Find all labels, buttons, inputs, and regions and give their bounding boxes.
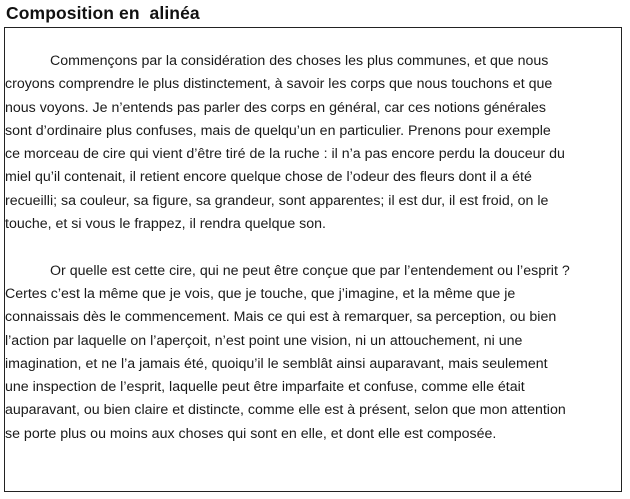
paragraph-line: auparavant, ou bien claire et distincte, comme elle est à présent, selon que mon attention xyxy=(5,402,566,419)
document-title: Composition en alinéa xyxy=(6,3,200,23)
paragraph-line: l’action par laquelle on l’aperçoit, n’est point une vision, ni un attouchement, ni une xyxy=(5,332,523,349)
paragraph-line: recueilli; sa couleur, sa figure, sa grandeur, sont apparentes; il est dur, il est froid, on le xyxy=(5,192,549,209)
paragraph-line: ce morceau de cire qui vient d’être tiré de la ruche : il n’a pas encore perdu la douceur du xyxy=(5,146,565,163)
document-body xyxy=(5,50,623,446)
paragraph-line: Certes c’est la même que je vois, que je touche, que j’imagine, et la même que je xyxy=(5,285,516,302)
paragraph-line: Commençons par la considération des choses les plus communes, et que nous xyxy=(50,53,549,69)
paragraph-line: croyons comprendre le plus distinctement, à savoir les corps que nous touchons et que xyxy=(5,76,553,93)
paragraph-line: une inspection de l’esprit, laquelle peut être imparfaite et confuse, comme elle était xyxy=(5,379,525,396)
paragraph-line: Or quelle est cette cire, qui ne peut être conçue que par l’entendement ou l’esprit ? xyxy=(50,262,570,279)
paragraph-line: nous voyons. Je n’entends pas parler des corps en général, car ces notions générales xyxy=(5,99,547,116)
paragraph-line: imagination, et ne l’a jamais été, quoiqu’il le semblât ainsi auparavant, mais seulement xyxy=(5,355,548,372)
paragraph-line: connaissais dès le commencement. Mais ce qui est à remarquer, sa perception, ou bien xyxy=(5,309,557,326)
paragraph-line: touche, et si vous le frappez, il rendra quelque son. xyxy=(5,216,326,233)
paragraph-2 xyxy=(5,260,623,446)
paragraph-line: miel qu’il contenait, il retient encore quelque chose de l’odeur des fleurs dont il a été xyxy=(5,169,532,186)
paragraph-line: se porte plus ou moins aux choses qui sont en elle, et dont elle est composée. xyxy=(5,425,497,442)
paragraph-1 xyxy=(5,50,623,236)
paragraph-line: sont d’ordinaire plus confuses, mais de quelqu’un en particulier. Prenons pour exemple xyxy=(5,122,551,139)
